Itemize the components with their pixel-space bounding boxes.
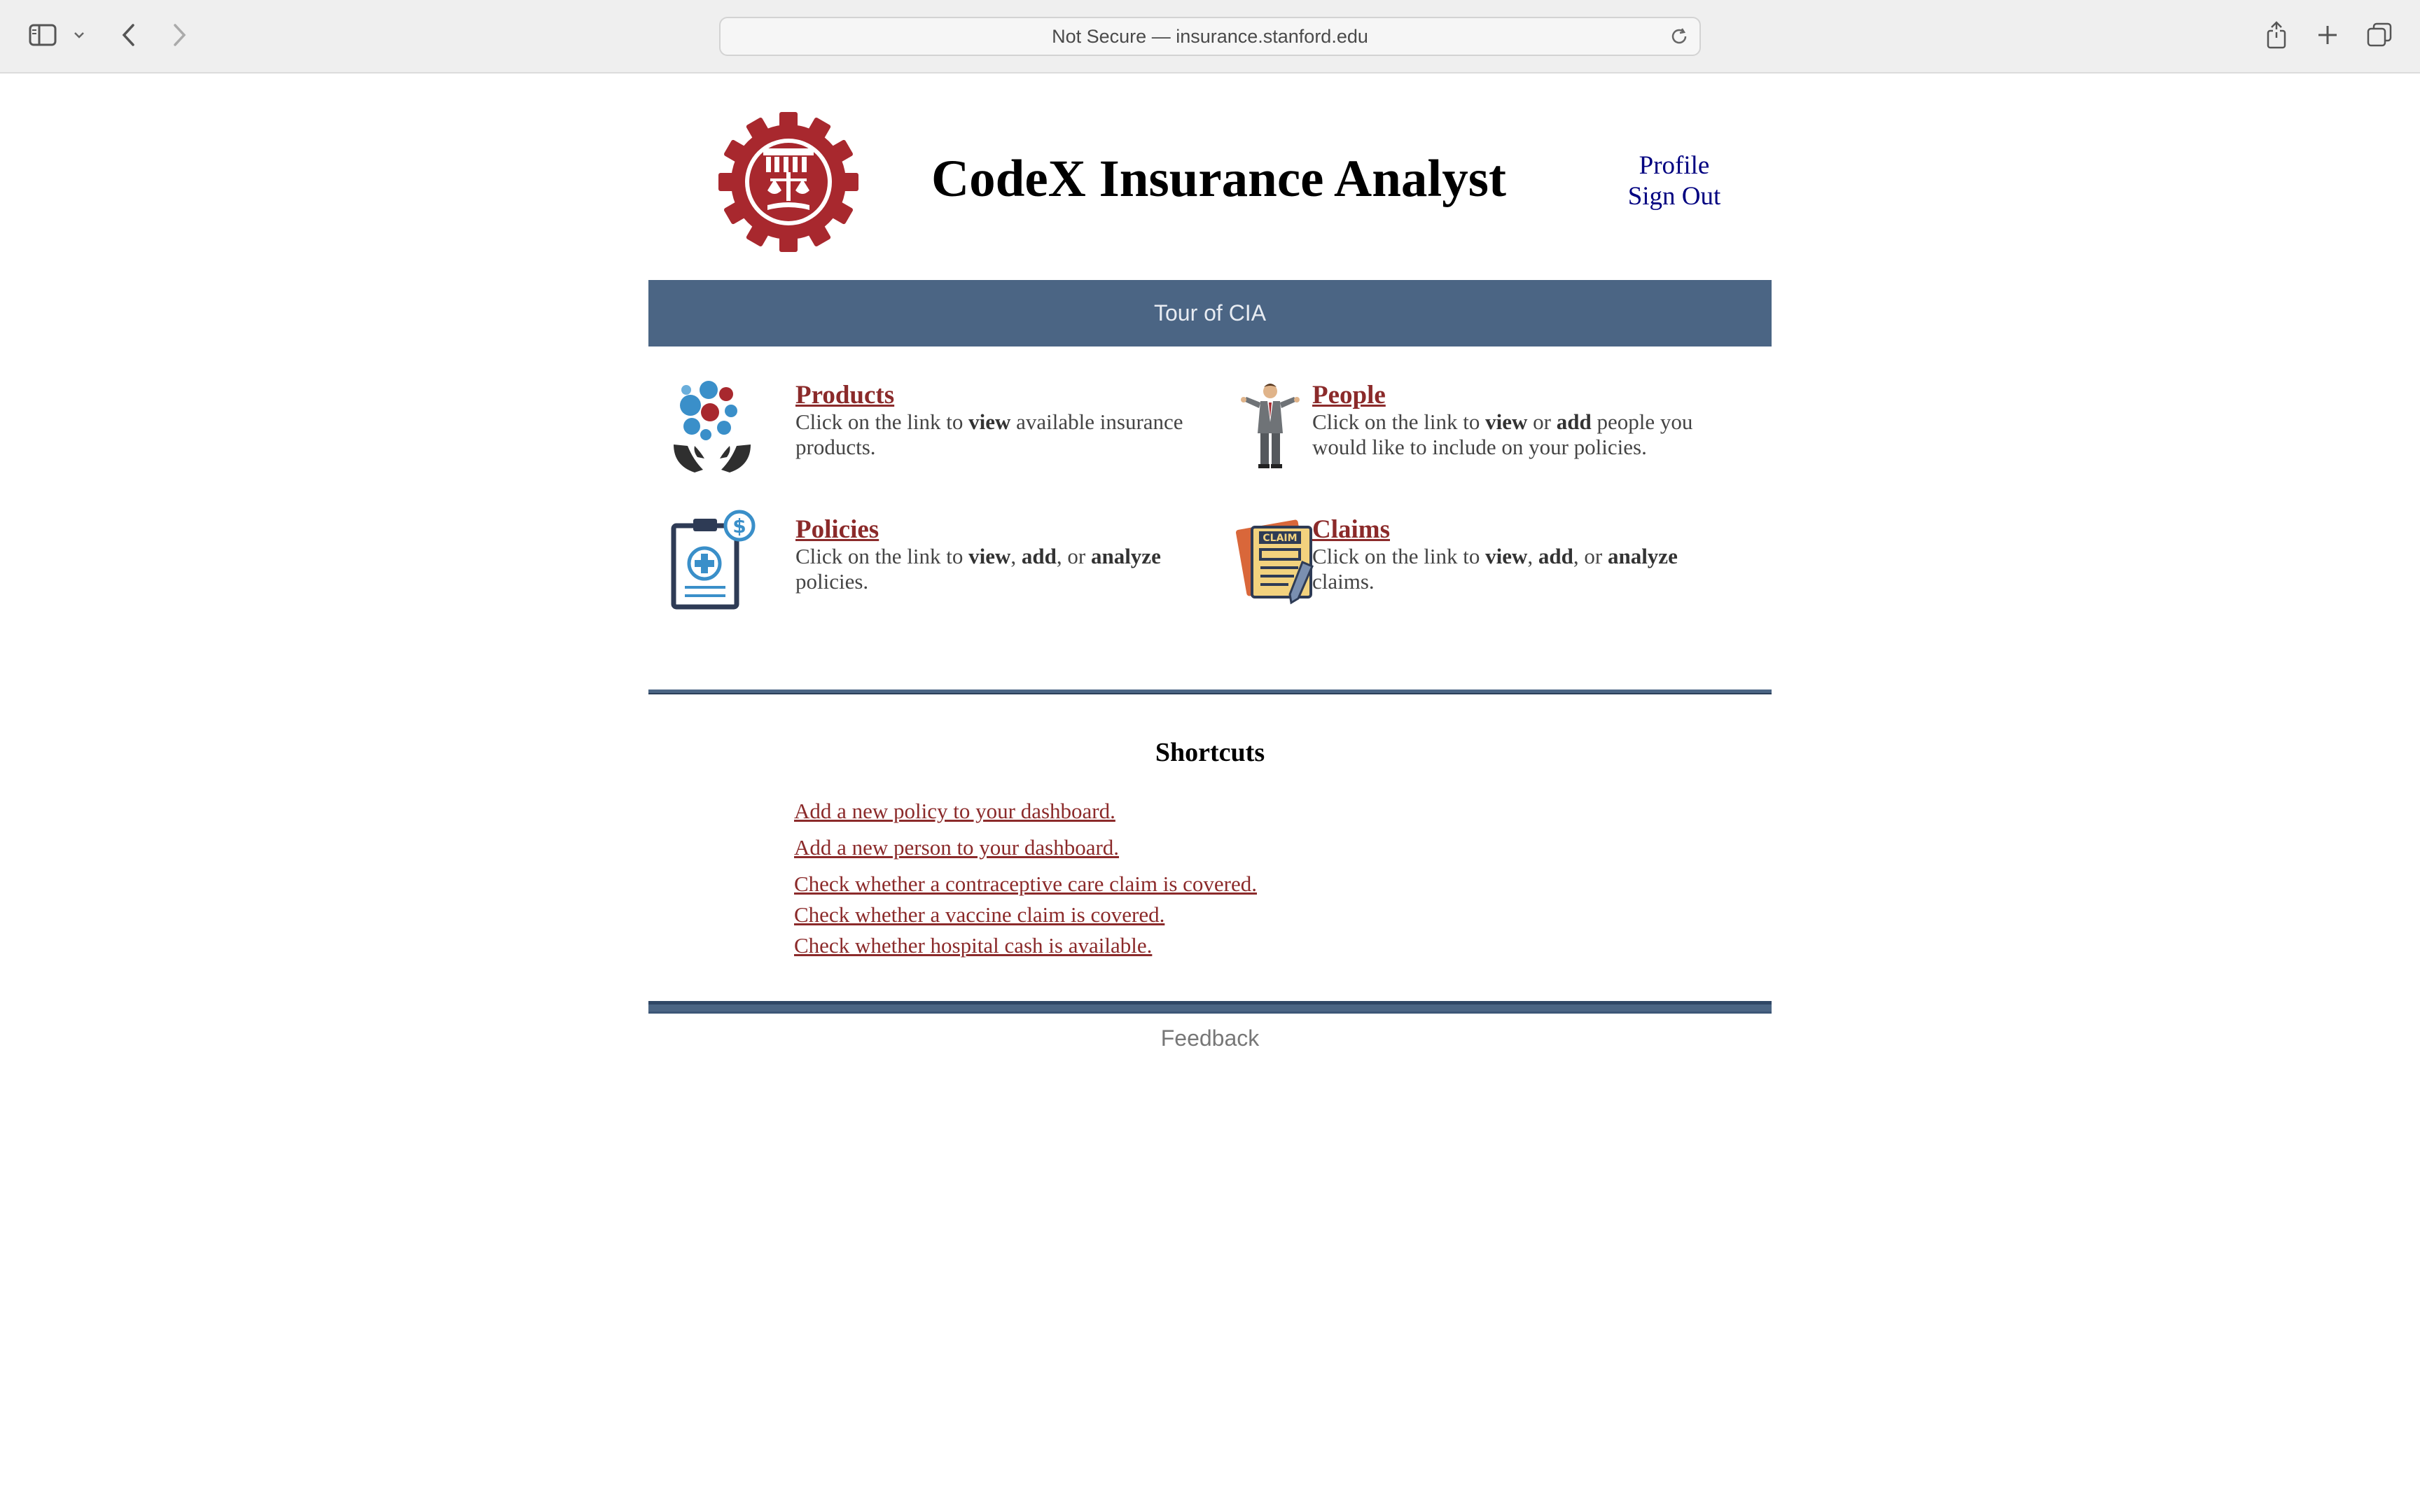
new-tab-icon[interactable] xyxy=(2312,17,2343,53)
tabs-overview-icon[interactable] xyxy=(2364,17,2395,53)
people-description: Click on the link to view or add people you would like to include on your policies. xyxy=(1312,410,1693,459)
chevron-down-icon[interactable] xyxy=(69,17,90,53)
policies-link[interactable]: Policies xyxy=(795,515,879,544)
forward-icon[interactable] xyxy=(165,17,193,53)
card-products xyxy=(648,374,1181,493)
policies-description: Click on the link to view, add, or analyze policies. xyxy=(795,544,1161,594)
sidebar-icon[interactable] xyxy=(25,17,60,53)
claims-link[interactable]: Claims xyxy=(1312,515,1390,544)
claims-text xyxy=(1312,516,1704,594)
shortcut-link-contraceptive-claim[interactable]: Check whether a contraceptive care claim is covered. xyxy=(794,872,1257,896)
card-claims xyxy=(1217,509,1749,628)
section-divider xyxy=(648,690,1772,694)
feedback-link[interactable]: Feedback xyxy=(1160,1026,1260,1051)
shortcut-link-add-policy[interactable]: Add a new policy to your dashboard. xyxy=(794,799,1115,823)
share-icon[interactable] xyxy=(2261,17,2292,53)
products-icon xyxy=(667,374,758,479)
people-text xyxy=(1312,382,1704,460)
profile-link[interactable]: Profile xyxy=(1639,151,1710,180)
tour-banner[interactable] xyxy=(648,280,1772,346)
shortcuts-heading: Shortcuts xyxy=(1155,738,1265,767)
page-title: CodeX Insurance Analyst xyxy=(931,150,1506,208)
policies-text xyxy=(795,516,1188,594)
card-policies xyxy=(648,509,1181,628)
policies-icon xyxy=(667,509,758,614)
products-text xyxy=(795,382,1188,460)
back-icon[interactable] xyxy=(115,17,143,53)
address-bar[interactable] xyxy=(719,17,1701,56)
user-links xyxy=(1580,150,1769,212)
browser-toolbar xyxy=(0,0,2420,74)
products-link[interactable]: Products xyxy=(795,381,895,410)
shortcut-link-add-person[interactable]: Add a new person to your dashboard. xyxy=(794,835,1120,860)
reload-icon[interactable] xyxy=(1667,24,1691,48)
products-description: Click on the link to view available insurance products. xyxy=(795,410,1183,459)
tour-label: Tour of CIA xyxy=(1153,300,1267,326)
card-people xyxy=(1217,374,1749,493)
footer-bar xyxy=(648,1001,1772,1014)
claims-description: Click on the link to view, add, or analyze claims. xyxy=(1312,544,1678,594)
site-header xyxy=(648,74,1772,280)
address-text: Not Secure — insurance.stanford.edu xyxy=(1052,25,1368,47)
codex-logo[interactable] xyxy=(718,112,858,252)
shortcut-link-vaccine-claim[interactable]: Check whether a vaccine claim is covered. xyxy=(794,902,1165,927)
sign-out-link[interactable]: Sign Out xyxy=(1627,182,1721,211)
svg-text:$: $ xyxy=(732,514,746,538)
page-content xyxy=(648,74,1772,1051)
people-link[interactable]: People xyxy=(1312,381,1386,410)
svg-text:CLAIM: CLAIM xyxy=(1263,533,1298,544)
shortcut-link-hospital-cash[interactable]: Check whether hospital cash is available. xyxy=(794,933,1153,958)
